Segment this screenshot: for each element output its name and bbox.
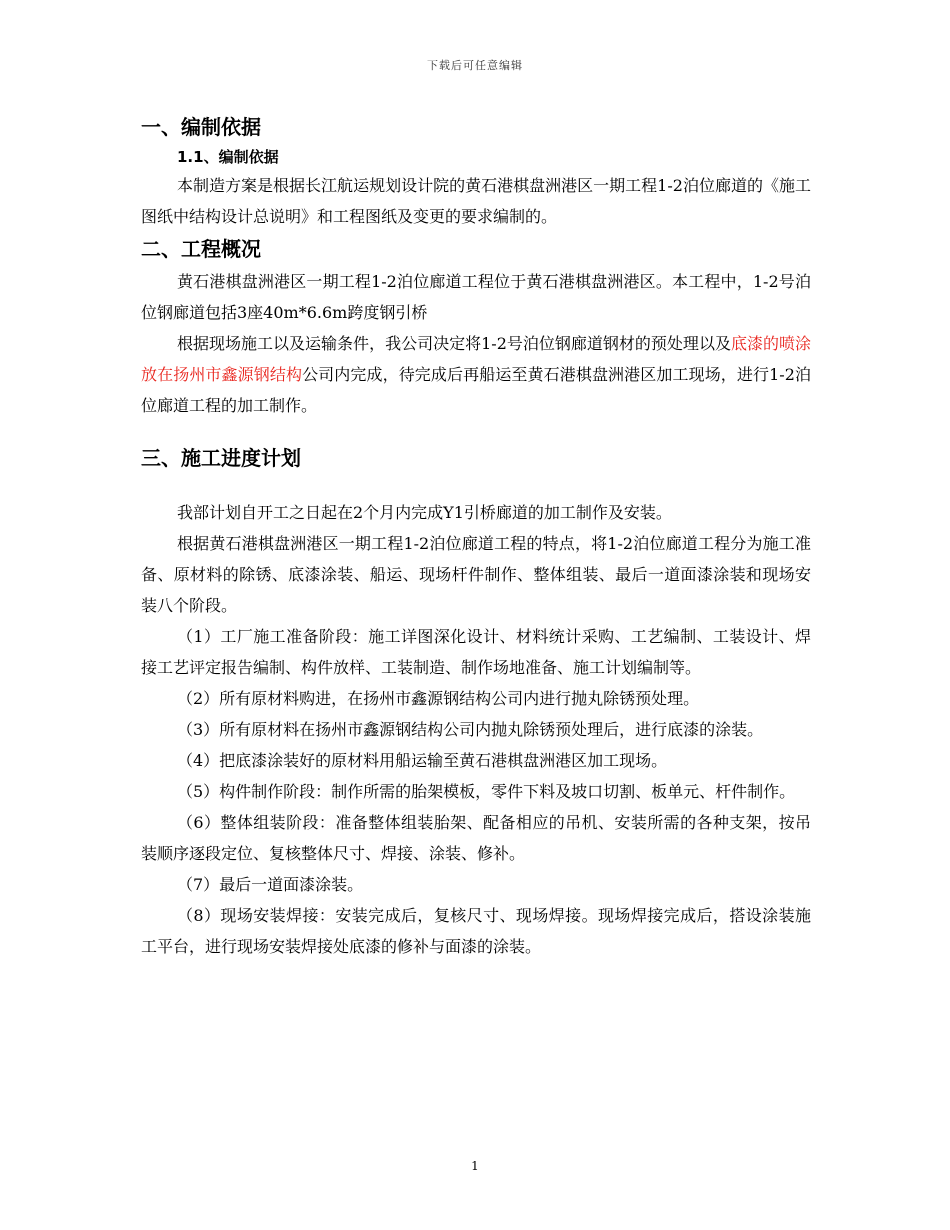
section-1-1-title: 1.1、编制依据 <box>177 148 279 166</box>
section-2-paragraph-2 <box>141 328 811 421</box>
section-2-paragraph-2-part-a: 根据现场施工以及运输条件，我公司决定将1-2号泊位钢廊道钢材的预处理以及 <box>177 334 731 353</box>
document-body <box>141 110 811 962</box>
section-2-title: 二、工程概况 <box>141 237 261 261</box>
step-item: （6）整体组装阶段：准备整体组装胎架、配备相应的吊机、安装所需的各种支架，按吊装顺序逐段定位、复核整体尺寸、焊接、涂装、修补。 <box>141 813 811 863</box>
section-1-title: 一、编制依据 <box>141 115 261 139</box>
step-item: （7）最后一道面漆涂装。 <box>177 875 364 894</box>
section-3-paragraph-1: 我部计划自开工之日起在2个月内完成Y1引桥廊道的加工制作及安装。 <box>177 503 672 522</box>
header-note: 下载后可任意编辑 <box>427 59 523 72</box>
step-item: （1）工厂施工准备阶段：施工详图深化设计、材料统计采购、工艺编制、工装设计、焊接工艺评定报告编制、构件放样、工装制造、制作场地准备、施工计划编制等。 <box>141 627 811 677</box>
spacer <box>141 421 811 441</box>
step-item: （5）构件制作阶段：制作所需的胎架模板，零件下料及坡口切割、板单元、杆件制作。 <box>177 782 796 801</box>
section-1-paragraph: 本制造方案是根据长江航运规划设计院的黄石港棋盘洲港区一期工程1-2泊位廊道的《施工图纸中结构设计总说明》和工程图纸及变更的要求编制的。 <box>141 176 811 226</box>
spacer <box>141 475 811 497</box>
step-item: （4）把底漆涂装好的原材料用船运输至黄石港棋盘洲港区加工现场。 <box>177 751 668 770</box>
step-item: （3）所有原材料在扬州市鑫源钢结构公司内抛丸除锈预处理后，进行底漆的涂装。 <box>177 720 764 739</box>
section-2-paragraph-1: 黄石港棋盘洲港区一期工程1-2泊位廊道工程位于黄石港棋盘洲港区。本工程中，1-2号泊位钢廊道包括3座40m*6.6m跨度钢引桥 <box>141 272 811 322</box>
section-2-paragraph-2-part-b: 公司内完成，待完成后再船运至黄石港棋盘洲港区加工现场，进行1-2泊位廊道工程的加工制作。 <box>141 365 811 415</box>
step-item: （8）现场安装焊接：安装完成后，复核尺寸、现场焊接。现场焊接完成后，搭设涂装施工平台，进行现场安装焊接处底漆的修补与面漆的涂装。 <box>141 906 811 956</box>
step-item: （2）所有原材料购进，在扬州市鑫源钢结构公司内进行抛丸除锈预处理。 <box>177 689 700 708</box>
highlighted-text: 底漆的喷涂放在扬州市鑫源钢结构 <box>141 334 811 384</box>
page-number: 1 <box>471 1159 479 1173</box>
section-3-title: 三、施工进度计划 <box>141 446 301 470</box>
section-3-paragraph-2: 根据黄石港棋盘洲港区一期工程1-2泊位廊道工程的特点，将1-2泊位廊道工程分为施工准备、原材料的除锈、底漆涂装、船运、现场杆件制作、整体组装、最后一道面漆涂装和现场安装八个阶段。 <box>141 534 811 615</box>
